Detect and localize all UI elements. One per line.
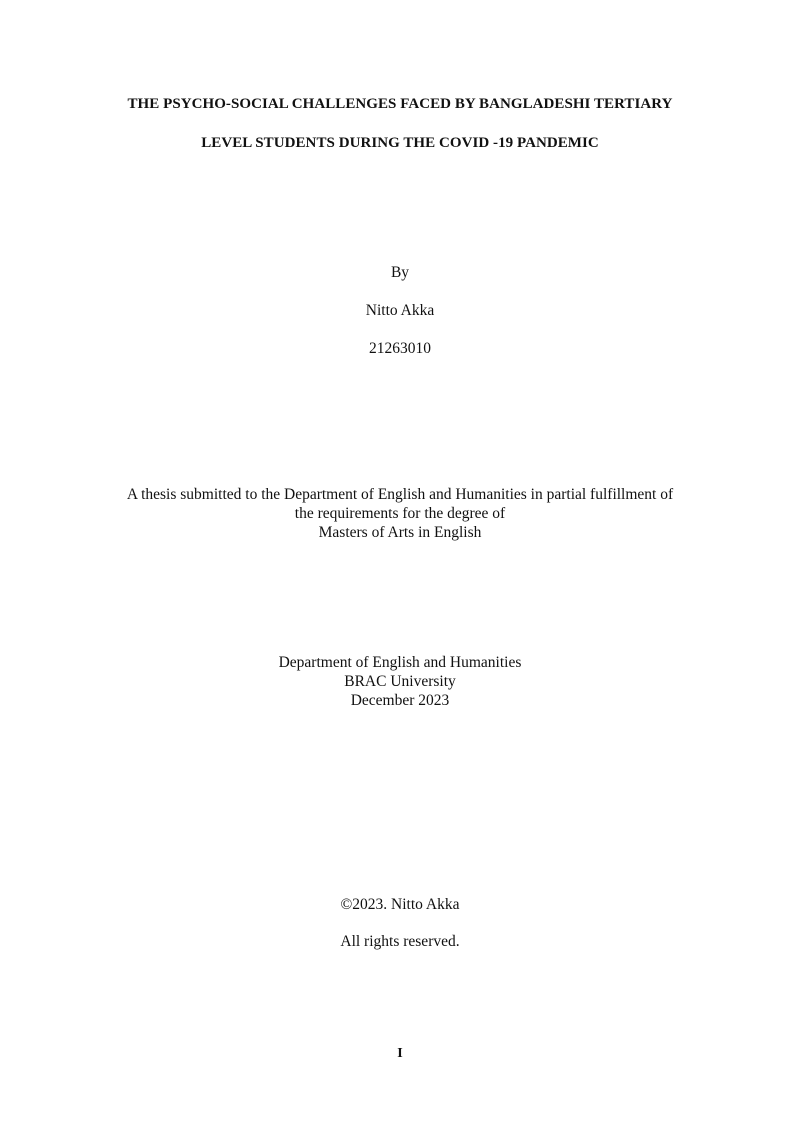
copyright-notice: ©2023. Nitto Akka — [340, 896, 460, 913]
submission-statement-line-2: the requirements for the degree of — [294, 505, 506, 522]
thesis-title-line-2: LEVEL STUDENTS DURING THE COVID -19 PANDEMIC — [201, 135, 599, 151]
department-name: Department of English and Humanities — [278, 654, 522, 671]
by-label: By — [390, 264, 410, 281]
university-name: BRAC University — [344, 673, 456, 690]
submission-statement-line-1: A thesis submitted to the Department of English and Humanities in partial fulfillment of — [126, 486, 674, 503]
rights-statement: All rights reserved. — [340, 933, 460, 950]
degree-name: Masters of Arts in English — [318, 524, 482, 541]
author-name: Nitto Akka — [365, 302, 435, 319]
page-number: I — [397, 1046, 403, 1061]
submission-date: December 2023 — [350, 692, 450, 709]
student-id: 21263010 — [369, 340, 431, 357]
thesis-title-line-1: THE PSYCHO-SOCIAL CHALLENGES FACED BY BANGLADESHI TERTIARY — [127, 96, 673, 112]
